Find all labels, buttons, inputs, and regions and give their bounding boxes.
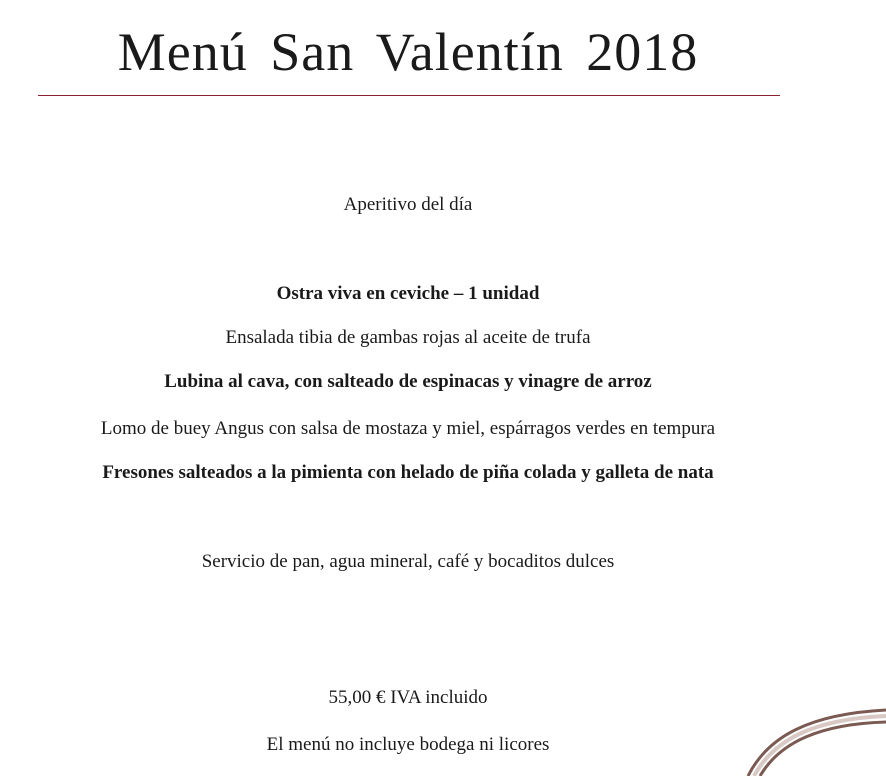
course-4: Lomo de buey Angus con salsa de mostaza y miel, espárragos verdes en tempura bbox=[100, 418, 716, 439]
decorative-swirl-icon bbox=[740, 700, 886, 776]
course-1: Ostra viva en ceviche – 1 unidad bbox=[276, 283, 540, 304]
title-divider bbox=[38, 95, 780, 96]
course-2: Ensalada tibia de gambas rojas al aceite de trufa bbox=[225, 327, 591, 348]
drinks-note: El menú no incluye bodega ni licores bbox=[266, 734, 550, 755]
aperitivo-line: Aperitivo del día bbox=[343, 194, 473, 215]
menu-title: Menú San Valentín 2018 bbox=[117, 22, 699, 82]
course-5: Fresones salteados a la pimienta con helado de piña colada y galleta de nata bbox=[102, 462, 714, 483]
service-line: Servicio de pan, agua mineral, café y bocaditos dulces bbox=[201, 551, 615, 572]
course-3: Lubina al cava, con salteado de espinacas y vinagre de arroz bbox=[164, 371, 652, 392]
price-line: 55,00 € IVA incluido bbox=[328, 687, 488, 708]
